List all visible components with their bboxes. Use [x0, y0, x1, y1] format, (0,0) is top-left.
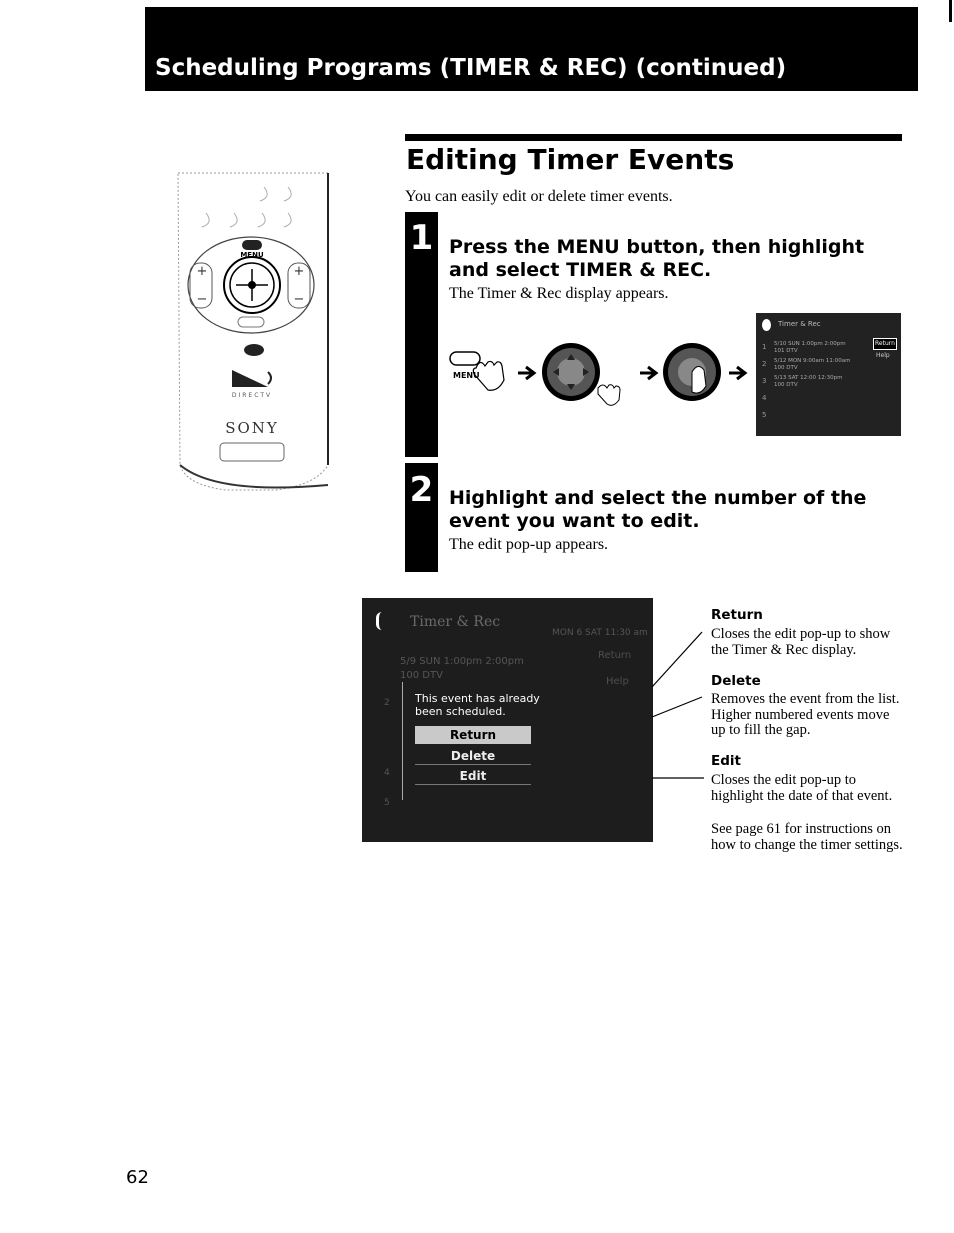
list-item[interactable]: 4 — [762, 394, 767, 402]
step-1-heading: Press the MENU button, then highlight and select TIMER & REC. — [449, 236, 865, 281]
arrow-right-icon-1 — [518, 367, 534, 379]
step-2-text: The edit pop-up appears. — [449, 536, 609, 553]
list-item[interactable]: 2 5/12 MON 9:00am 11:00am 100 DTV — [762, 358, 851, 371]
small-return-button[interactable]: Return — [873, 338, 897, 350]
remote-brand: SONY — [225, 419, 279, 437]
menu-key-icon — [450, 352, 504, 390]
big-return-button[interactable]: Return — [598, 650, 632, 661]
svg-text:+: + — [293, 264, 305, 279]
callout-return-title: Return — [711, 607, 763, 623]
svg-text:+: + — [196, 264, 208, 279]
joystick-icon-2 — [663, 343, 721, 401]
joystick-icon-1 — [542, 343, 600, 401]
callout-edit-title: Edit — [711, 753, 741, 769]
section-title: Editing Timer Events — [406, 143, 735, 176]
step-1-diagram — [448, 338, 753, 418]
callout-delete-text: Removes the event from the list. Higher numbered events move up to fill the gap. — [711, 691, 900, 738]
big-help-button[interactable]: Help — [606, 676, 629, 687]
page-header-title: Scheduling Programs (TIMER & REC) (continued) — [155, 55, 787, 81]
arrow-right-icon-3 — [729, 367, 745, 379]
page-number: 62 — [126, 1167, 149, 1188]
step-2-number: 2 — [409, 470, 434, 510]
step-1-text: The Timer & Rec display appears. — [449, 285, 669, 302]
step-2-heading: Highlight and select the number of the event you want to edit. — [449, 487, 867, 532]
callout-leader-lines — [650, 625, 710, 785]
svg-text:−: − — [196, 292, 208, 307]
small-event-list — [762, 341, 870, 426]
edit-popup — [402, 682, 543, 800]
callout-edit-text: Closes the edit pop-up to highlight the date of that event. — [711, 772, 893, 804]
row-number: 2 — [384, 698, 390, 708]
remote-logo-text: DIRECTV — [231, 392, 273, 399]
remote-menu-label: MENU — [240, 251, 264, 259]
small-help-button[interactable]: Help — [876, 352, 890, 359]
section-intro: You can easily edit or delete timer events. — [405, 188, 673, 205]
callout-edit-note: See page 61 for instructions on how to change the timer settings. — [711, 821, 903, 853]
timer-rec-screen-edit-popup — [362, 598, 653, 842]
svg-text:−: − — [293, 292, 305, 307]
step-1-number: 1 — [409, 218, 434, 258]
popup-return-button[interactable]: Return — [415, 726, 531, 744]
diagram-menu-label: MENU — [453, 371, 480, 380]
info-icon — [376, 612, 385, 630]
edge-mark — [949, 0, 952, 22]
event-line-1: 5/9 SUN 1:00pm 2:00pm — [400, 656, 524, 667]
section-rule — [405, 134, 902, 141]
small-screen-title: Timer & Rec — [778, 320, 821, 328]
row-number: 5 — [384, 798, 390, 808]
remote-control-illustration — [176, 165, 334, 495]
event-line-2: 100 DTV — [400, 670, 443, 681]
info-icon — [762, 319, 771, 331]
arrow-right-icon-2 — [640, 367, 656, 379]
popup-edit-button[interactable]: Edit — [415, 768, 531, 785]
big-screen-title: Timer & Rec — [410, 614, 501, 630]
popup-delete-button[interactable]: Delete — [415, 748, 531, 765]
list-item[interactable]: 3 5/13 SAT 12:00 12:30pm 100 DTV — [762, 375, 843, 388]
callout-delete-title: Delete — [711, 673, 761, 689]
big-screen-datetime: MON 6 SAT 11:30 am — [552, 628, 648, 638]
popup-message: This event has already been scheduled. — [415, 692, 540, 718]
callout-return-text: Closes the edit pop-up to show the Timer & Rec display. — [711, 626, 891, 658]
timer-rec-screen-small — [756, 313, 901, 436]
list-item[interactable]: 1 5/10 SUN 1:00pm 2:00pm 101 DTV — [762, 341, 846, 354]
row-number: 4 — [384, 768, 390, 778]
list-item[interactable]: 5 — [762, 411, 767, 419]
